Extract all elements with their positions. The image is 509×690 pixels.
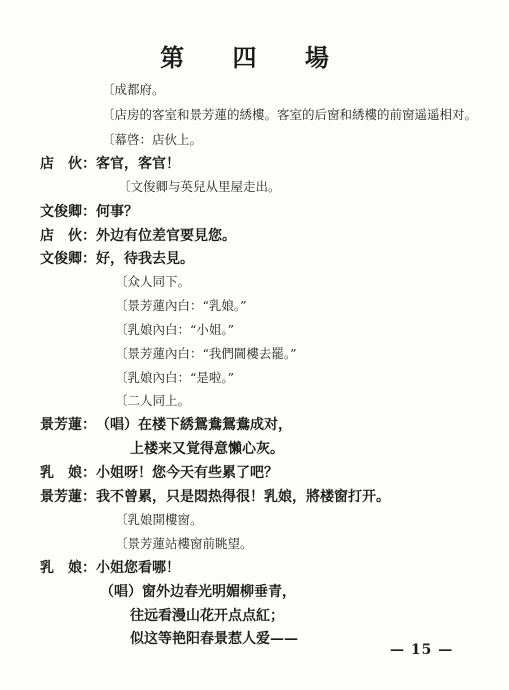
stage-direction: 〔幕啓：店伙上。 — [102, 132, 203, 147]
speaker-name: 景芳蓮： — [40, 489, 96, 505]
dialog-line — [40, 229, 236, 243]
dialog-text: 好，待我去見。 — [96, 251, 194, 267]
dialog-line — [40, 205, 138, 219]
dialog-line — [40, 252, 194, 266]
stage-direction: 〔成都府。 — [102, 82, 165, 97]
stage-direction: 〔文俊卿与英兒从里屋走出。 — [118, 179, 281, 194]
dialog-line — [40, 418, 292, 432]
speaker-name: 乳 娘： — [40, 465, 96, 481]
verse-line: 上楼来又覚得意懶心灰。 — [130, 441, 284, 457]
stage-direction: 〔店房的客室和景芳蓮的綉樓。客室的后窗和綉樓的前窗遥遥相对。 — [102, 107, 478, 122]
dialog-line — [40, 157, 180, 171]
speaker-name: 文俊卿： — [40, 204, 96, 220]
stage-direction: 〔乳娘開樓窗。 — [115, 512, 203, 527]
dialog-text: 我不曾累，只是悶热得很！乳娘，將楼窗打开。 — [96, 489, 390, 505]
stage-direction: 〔乳娘內白：“小姐。” — [115, 322, 235, 337]
stage-direction: 〔众人同下。 — [115, 274, 191, 289]
speaker-name: 乳 娘： — [40, 560, 96, 576]
dialog-line — [40, 466, 278, 480]
dialog-line — [40, 490, 390, 504]
verse-line: （唱）窗外边春光明媚柳垂青， — [100, 584, 296, 600]
dialog-line — [40, 561, 180, 575]
dialog-text: 外边有位差官要見您。 — [96, 228, 236, 244]
stage-direction: 〔乳娘內白：“是啦。” — [115, 370, 235, 385]
speaker-name: 景芳蓮： — [40, 417, 96, 433]
page-number: — 15 — — [390, 642, 454, 658]
dialog-text: 客官，客官！ — [96, 156, 180, 172]
speaker-name: 店 伙： — [40, 156, 96, 172]
stage-direction: 〔景芳蓮內白：“乳娘。” — [115, 298, 247, 313]
dialog-text: 小姐呀！您今天有些累了吧？ — [96, 465, 278, 481]
stage-direction: 〔景芳蓮站樓窗前眺望。 — [115, 536, 253, 551]
verse-line: 往远看漫山花开点点紅； — [130, 608, 284, 624]
stage-direction: 〔景芳蓮內白：“我們閫樓去罷。” — [115, 346, 297, 361]
speaker-name: 文俊卿： — [40, 251, 96, 267]
dialog-text: 小姐您看哪！ — [96, 560, 180, 576]
dialog-text: 何事？ — [96, 204, 138, 220]
stage-direction: 〔二人同上。 — [115, 393, 191, 408]
dialog-text: （唱）在楼下綉鴛鴦鴛鴦成对， — [96, 417, 292, 433]
verse-line: 似这等艳阳春景惹人爱—— — [130, 631, 298, 647]
speaker-name: 店 伙： — [40, 228, 96, 244]
scene-title: 第 四 場 — [160, 43, 349, 72]
